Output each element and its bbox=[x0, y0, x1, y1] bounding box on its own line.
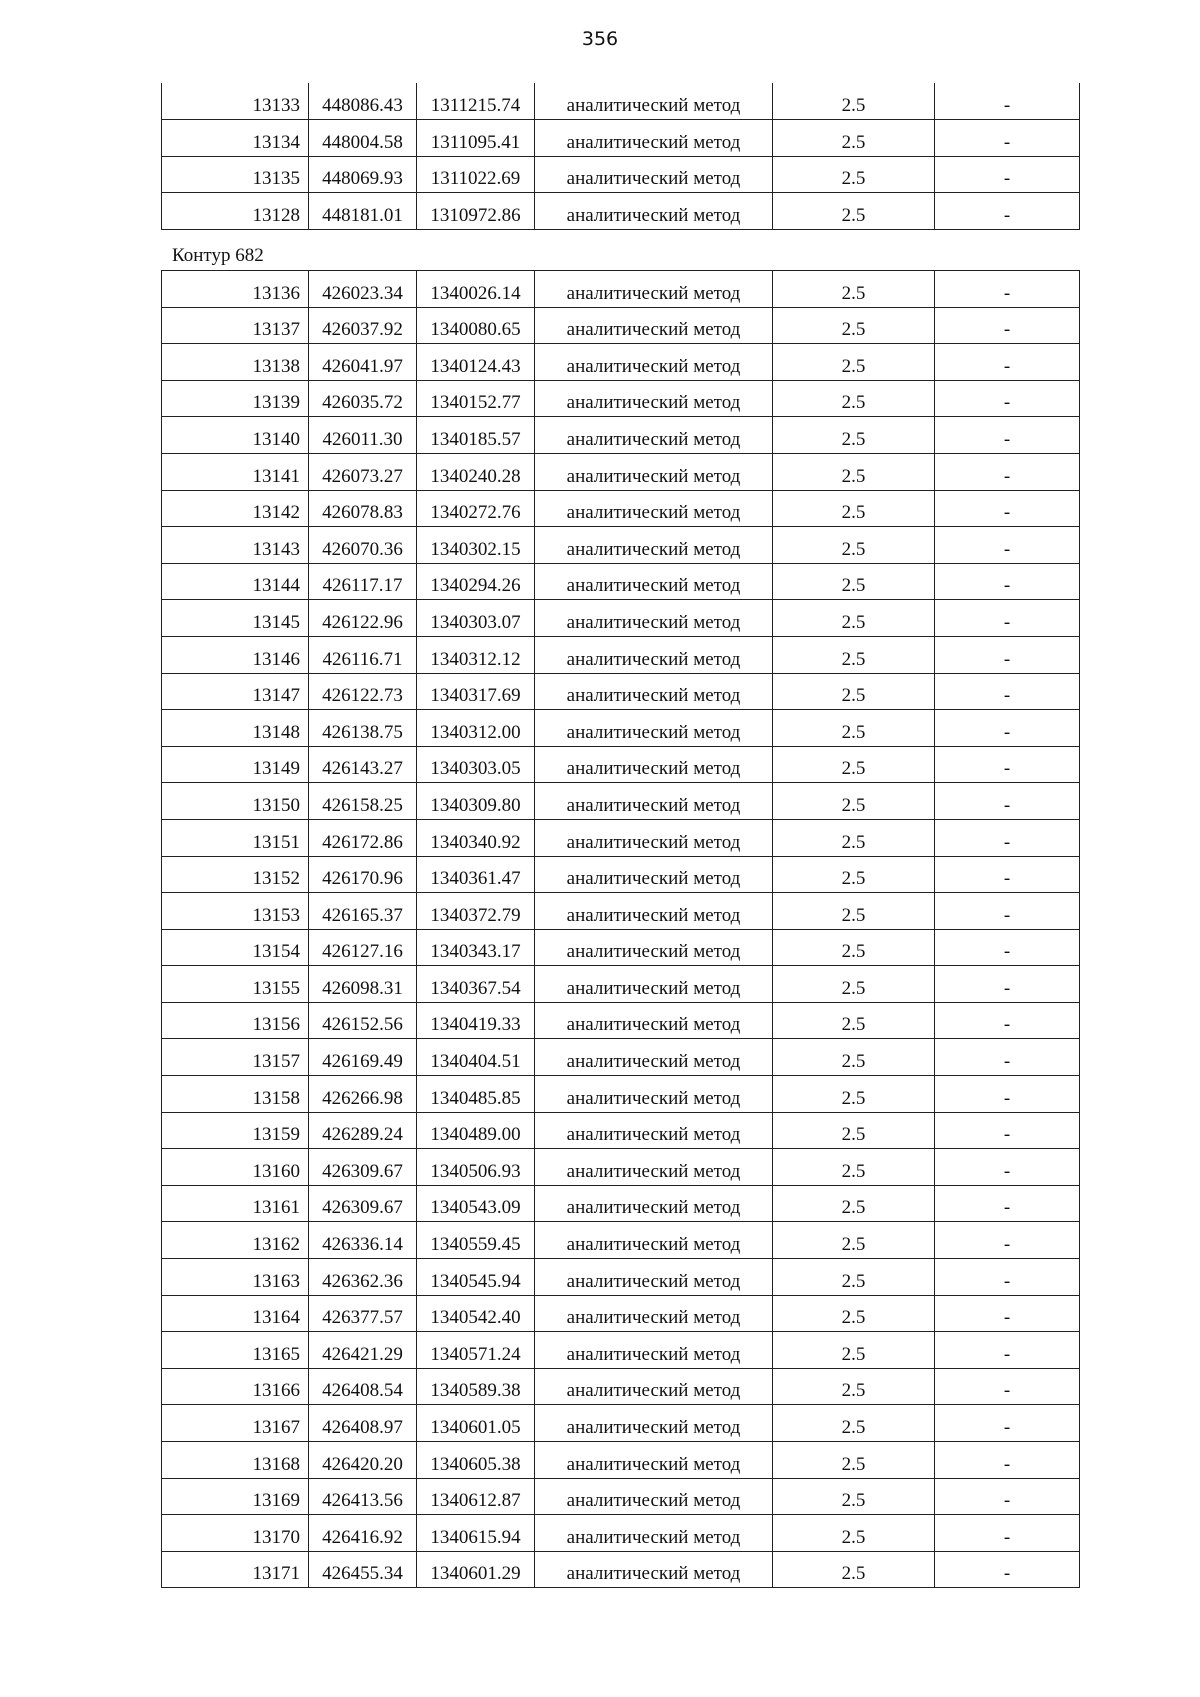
x-coordinate-cell: 448069.93 bbox=[309, 156, 417, 193]
y-coordinate-cell: 1340272.76 bbox=[417, 490, 535, 527]
note-cell: - bbox=[935, 563, 1080, 600]
accuracy-cell: 2.5 bbox=[773, 120, 935, 157]
y-coordinate-cell: 1340571.24 bbox=[417, 1332, 535, 1369]
accuracy-cell: 2.5 bbox=[773, 1185, 935, 1222]
table-row bbox=[162, 856, 1080, 893]
method-cell: аналитический метод bbox=[535, 856, 773, 893]
point-number-cell: 13141 bbox=[162, 453, 309, 490]
table-row bbox=[162, 673, 1080, 710]
note-cell: - bbox=[935, 1002, 1080, 1039]
point-number-cell: 13149 bbox=[162, 746, 309, 783]
method-cell: аналитический метод bbox=[535, 1332, 773, 1369]
note-cell: - bbox=[935, 271, 1080, 308]
table-row bbox=[162, 527, 1080, 564]
accuracy-cell: 2.5 bbox=[773, 746, 935, 783]
method-cell: аналитический метод bbox=[535, 600, 773, 637]
point-number-cell: 13147 bbox=[162, 673, 309, 710]
y-coordinate-cell: 1340026.14 bbox=[417, 271, 535, 308]
y-coordinate-cell: 1340601.29 bbox=[417, 1551, 535, 1588]
note-cell: - bbox=[935, 83, 1080, 120]
method-cell: аналитический метод bbox=[535, 1039, 773, 1076]
x-coordinate-cell: 426138.75 bbox=[309, 710, 417, 747]
point-number-cell: 13142 bbox=[162, 490, 309, 527]
x-coordinate-cell: 448086.43 bbox=[309, 83, 417, 120]
note-cell: - bbox=[935, 710, 1080, 747]
point-number-cell: 13134 bbox=[162, 120, 309, 157]
table-row bbox=[162, 1076, 1080, 1113]
y-coordinate-cell: 1340404.51 bbox=[417, 1039, 535, 1076]
accuracy-cell: 2.5 bbox=[773, 1039, 935, 1076]
contour-label: Контур 682 bbox=[172, 245, 264, 266]
point-number-cell: 13169 bbox=[162, 1478, 309, 1515]
accuracy-cell: 2.5 bbox=[773, 600, 935, 637]
x-coordinate-cell: 426023.34 bbox=[309, 271, 417, 308]
note-cell: - bbox=[935, 673, 1080, 710]
accuracy-cell: 2.5 bbox=[773, 453, 935, 490]
accuracy-cell: 2.5 bbox=[773, 929, 935, 966]
x-coordinate-cell: 448004.58 bbox=[309, 120, 417, 157]
table-row bbox=[162, 1259, 1080, 1296]
x-coordinate-cell: 426078.83 bbox=[309, 490, 417, 527]
table-row bbox=[162, 271, 1080, 308]
table-row bbox=[162, 1185, 1080, 1222]
x-coordinate-cell: 426408.97 bbox=[309, 1405, 417, 1442]
table-row bbox=[162, 1478, 1080, 1515]
table-row bbox=[162, 710, 1080, 747]
method-cell: аналитический метод bbox=[535, 746, 773, 783]
x-coordinate-cell: 426309.67 bbox=[309, 1185, 417, 1222]
accuracy-cell: 2.5 bbox=[773, 673, 935, 710]
point-number-cell: 13165 bbox=[162, 1332, 309, 1369]
note-cell: - bbox=[935, 1295, 1080, 1332]
accuracy-cell: 2.5 bbox=[773, 893, 935, 930]
note-cell: - bbox=[935, 1551, 1080, 1588]
note-cell: - bbox=[935, 490, 1080, 527]
point-number-cell: 13154 bbox=[162, 929, 309, 966]
point-number-cell: 13171 bbox=[162, 1551, 309, 1588]
note-cell: - bbox=[935, 856, 1080, 893]
y-coordinate-cell: 1340303.07 bbox=[417, 600, 535, 637]
accuracy-cell: 2.5 bbox=[773, 417, 935, 454]
y-coordinate-cell: 1340124.43 bbox=[417, 344, 535, 381]
note-cell: - bbox=[935, 1076, 1080, 1113]
accuracy-cell: 2.5 bbox=[773, 193, 935, 230]
table-row bbox=[162, 83, 1080, 120]
contour-coordinates-table bbox=[161, 270, 1080, 1588]
method-cell: аналитический метод bbox=[535, 1259, 773, 1296]
method-cell: аналитический метод bbox=[535, 929, 773, 966]
point-number-cell: 13135 bbox=[162, 156, 309, 193]
method-cell: аналитический метод bbox=[535, 1002, 773, 1039]
method-cell: аналитический метод bbox=[535, 193, 773, 230]
method-cell: аналитический метод bbox=[535, 490, 773, 527]
point-number-cell: 13155 bbox=[162, 966, 309, 1003]
point-number-cell: 13146 bbox=[162, 636, 309, 673]
method-cell: аналитический метод bbox=[535, 1478, 773, 1515]
table-row bbox=[162, 1551, 1080, 1588]
y-coordinate-cell: 1340317.69 bbox=[417, 673, 535, 710]
point-number-cell: 13163 bbox=[162, 1259, 309, 1296]
coordinates-table-continued bbox=[161, 83, 1080, 230]
table-row bbox=[162, 193, 1080, 230]
method-cell: аналитический метод bbox=[535, 527, 773, 564]
point-number-cell: 13168 bbox=[162, 1442, 309, 1479]
note-cell: - bbox=[935, 1222, 1080, 1259]
table-row bbox=[162, 746, 1080, 783]
table-row bbox=[162, 1442, 1080, 1479]
x-coordinate-cell: 426037.92 bbox=[309, 307, 417, 344]
x-coordinate-cell: 426309.67 bbox=[309, 1149, 417, 1186]
y-coordinate-cell: 1340343.17 bbox=[417, 929, 535, 966]
y-coordinate-cell: 1340080.65 bbox=[417, 307, 535, 344]
point-number-cell: 13161 bbox=[162, 1185, 309, 1222]
y-coordinate-cell: 1340612.87 bbox=[417, 1478, 535, 1515]
note-cell: - bbox=[935, 600, 1080, 637]
method-cell: аналитический метод bbox=[535, 453, 773, 490]
y-coordinate-cell: 1311095.41 bbox=[417, 120, 535, 157]
x-coordinate-cell: 426408.54 bbox=[309, 1368, 417, 1405]
y-coordinate-cell: 1340601.05 bbox=[417, 1405, 535, 1442]
accuracy-cell: 2.5 bbox=[773, 1551, 935, 1588]
note-cell: - bbox=[935, 1442, 1080, 1479]
note-cell: - bbox=[935, 819, 1080, 856]
x-coordinate-cell: 426377.57 bbox=[309, 1295, 417, 1332]
note-cell: - bbox=[935, 1039, 1080, 1076]
method-cell: аналитический метод bbox=[535, 1368, 773, 1405]
y-coordinate-cell: 1340605.38 bbox=[417, 1442, 535, 1479]
table-row bbox=[162, 344, 1080, 381]
table-row bbox=[162, 490, 1080, 527]
y-coordinate-cell: 1340303.05 bbox=[417, 746, 535, 783]
method-cell: аналитический метод bbox=[535, 1405, 773, 1442]
y-coordinate-cell: 1340419.33 bbox=[417, 1002, 535, 1039]
x-coordinate-cell: 426416.92 bbox=[309, 1515, 417, 1552]
y-coordinate-cell: 1311215.74 bbox=[417, 83, 535, 120]
y-coordinate-cell: 1340506.93 bbox=[417, 1149, 535, 1186]
method-cell: аналитический метод bbox=[535, 563, 773, 600]
note-cell: - bbox=[935, 1405, 1080, 1442]
point-number-cell: 13145 bbox=[162, 600, 309, 637]
accuracy-cell: 2.5 bbox=[773, 1076, 935, 1113]
point-number-cell: 13160 bbox=[162, 1149, 309, 1186]
accuracy-cell: 2.5 bbox=[773, 380, 935, 417]
y-coordinate-cell: 1340559.45 bbox=[417, 1222, 535, 1259]
accuracy-cell: 2.5 bbox=[773, 271, 935, 308]
note-cell: - bbox=[935, 783, 1080, 820]
table-row bbox=[162, 636, 1080, 673]
note-cell: - bbox=[935, 344, 1080, 381]
method-cell: аналитический метод bbox=[535, 1515, 773, 1552]
accuracy-cell: 2.5 bbox=[773, 1149, 935, 1186]
x-coordinate-cell: 426158.25 bbox=[309, 783, 417, 820]
x-coordinate-cell: 426172.86 bbox=[309, 819, 417, 856]
x-coordinate-cell: 426117.17 bbox=[309, 563, 417, 600]
accuracy-cell: 2.5 bbox=[773, 819, 935, 856]
method-cell: аналитический метод bbox=[535, 1149, 773, 1186]
method-cell: аналитический метод bbox=[535, 819, 773, 856]
note-cell: - bbox=[935, 1478, 1080, 1515]
accuracy-cell: 2.5 bbox=[773, 1405, 935, 1442]
table-row bbox=[162, 1112, 1080, 1149]
note-cell: - bbox=[935, 1259, 1080, 1296]
point-number-cell: 13139 bbox=[162, 380, 309, 417]
point-number-cell: 13152 bbox=[162, 856, 309, 893]
accuracy-cell: 2.5 bbox=[773, 344, 935, 381]
method-cell: аналитический метод bbox=[535, 307, 773, 344]
accuracy-cell: 2.5 bbox=[773, 83, 935, 120]
y-coordinate-cell: 1340340.92 bbox=[417, 819, 535, 856]
method-cell: аналитический метод bbox=[535, 1551, 773, 1588]
note-cell: - bbox=[935, 1149, 1080, 1186]
point-number-cell: 13170 bbox=[162, 1515, 309, 1552]
point-number-cell: 13137 bbox=[162, 307, 309, 344]
y-coordinate-cell: 1340309.80 bbox=[417, 783, 535, 820]
note-cell: - bbox=[935, 893, 1080, 930]
x-coordinate-cell: 426455.34 bbox=[309, 1551, 417, 1588]
y-coordinate-cell: 1340240.28 bbox=[417, 453, 535, 490]
table-row bbox=[162, 1039, 1080, 1076]
x-coordinate-cell: 426035.72 bbox=[309, 380, 417, 417]
note-cell: - bbox=[935, 380, 1080, 417]
table-row bbox=[162, 120, 1080, 157]
x-coordinate-cell: 426169.49 bbox=[309, 1039, 417, 1076]
method-cell: аналитический метод bbox=[535, 380, 773, 417]
accuracy-cell: 2.5 bbox=[773, 710, 935, 747]
x-coordinate-cell: 426011.30 bbox=[309, 417, 417, 454]
x-coordinate-cell: 426413.56 bbox=[309, 1478, 417, 1515]
note-cell: - bbox=[935, 1368, 1080, 1405]
x-coordinate-cell: 426152.56 bbox=[309, 1002, 417, 1039]
point-number-cell: 13136 bbox=[162, 271, 309, 308]
method-cell: аналитический метод bbox=[535, 120, 773, 157]
point-number-cell: 13156 bbox=[162, 1002, 309, 1039]
point-number-cell: 13148 bbox=[162, 710, 309, 747]
x-coordinate-cell: 426143.27 bbox=[309, 746, 417, 783]
x-coordinate-cell: 426041.97 bbox=[309, 344, 417, 381]
table-row bbox=[162, 966, 1080, 1003]
method-cell: аналитический метод bbox=[535, 156, 773, 193]
y-coordinate-cell: 1340615.94 bbox=[417, 1515, 535, 1552]
x-coordinate-cell: 426165.37 bbox=[309, 893, 417, 930]
accuracy-cell: 2.5 bbox=[773, 307, 935, 344]
accuracy-cell: 2.5 bbox=[773, 527, 935, 564]
note-cell: - bbox=[935, 453, 1080, 490]
y-coordinate-cell: 1340294.26 bbox=[417, 563, 535, 600]
x-coordinate-cell: 426116.71 bbox=[309, 636, 417, 673]
method-cell: аналитический метод bbox=[535, 1222, 773, 1259]
accuracy-cell: 2.5 bbox=[773, 1295, 935, 1332]
x-coordinate-cell: 426421.29 bbox=[309, 1332, 417, 1369]
accuracy-cell: 2.5 bbox=[773, 563, 935, 600]
point-number-cell: 13144 bbox=[162, 563, 309, 600]
x-coordinate-cell: 426170.96 bbox=[309, 856, 417, 893]
table-row bbox=[162, 417, 1080, 454]
method-cell: аналитический метод bbox=[535, 710, 773, 747]
accuracy-cell: 2.5 bbox=[773, 1259, 935, 1296]
method-cell: аналитический метод bbox=[535, 1076, 773, 1113]
accuracy-cell: 2.5 bbox=[773, 1222, 935, 1259]
accuracy-cell: 2.5 bbox=[773, 1442, 935, 1479]
table-row bbox=[162, 783, 1080, 820]
x-coordinate-cell: 426336.14 bbox=[309, 1222, 417, 1259]
y-coordinate-cell: 1340302.15 bbox=[417, 527, 535, 564]
accuracy-cell: 2.5 bbox=[773, 1478, 935, 1515]
note-cell: - bbox=[935, 417, 1080, 454]
y-coordinate-cell: 1310972.86 bbox=[417, 193, 535, 230]
table-row bbox=[162, 819, 1080, 856]
point-number-cell: 13153 bbox=[162, 893, 309, 930]
note-cell: - bbox=[935, 156, 1080, 193]
point-number-cell: 13159 bbox=[162, 1112, 309, 1149]
note-cell: - bbox=[935, 636, 1080, 673]
accuracy-cell: 2.5 bbox=[773, 1515, 935, 1552]
table-row bbox=[162, 1332, 1080, 1369]
y-coordinate-cell: 1340152.77 bbox=[417, 380, 535, 417]
table-row bbox=[162, 156, 1080, 193]
y-coordinate-cell: 1340361.47 bbox=[417, 856, 535, 893]
note-cell: - bbox=[935, 307, 1080, 344]
method-cell: аналитический метод bbox=[535, 893, 773, 930]
note-cell: - bbox=[935, 1515, 1080, 1552]
point-number-cell: 13157 bbox=[162, 1039, 309, 1076]
x-coordinate-cell: 426266.98 bbox=[309, 1076, 417, 1113]
y-coordinate-cell: 1340367.54 bbox=[417, 966, 535, 1003]
method-cell: аналитический метод bbox=[535, 1112, 773, 1149]
note-cell: - bbox=[935, 1112, 1080, 1149]
table-row bbox=[162, 1222, 1080, 1259]
note-cell: - bbox=[935, 120, 1080, 157]
accuracy-cell: 2.5 bbox=[773, 856, 935, 893]
point-number-cell: 13162 bbox=[162, 1222, 309, 1259]
table-row bbox=[162, 1405, 1080, 1442]
note-cell: - bbox=[935, 1185, 1080, 1222]
y-coordinate-cell: 1340589.38 bbox=[417, 1368, 535, 1405]
x-coordinate-cell: 426362.36 bbox=[309, 1259, 417, 1296]
x-coordinate-cell: 426098.31 bbox=[309, 966, 417, 1003]
table-row bbox=[162, 929, 1080, 966]
y-coordinate-cell: 1340545.94 bbox=[417, 1259, 535, 1296]
accuracy-cell: 2.5 bbox=[773, 1002, 935, 1039]
point-number-cell: 13140 bbox=[162, 417, 309, 454]
method-cell: аналитический метод bbox=[535, 966, 773, 1003]
note-cell: - bbox=[935, 527, 1080, 564]
table-row bbox=[162, 893, 1080, 930]
point-number-cell: 13133 bbox=[162, 83, 309, 120]
method-cell: аналитический метод bbox=[535, 83, 773, 120]
method-cell: аналитический метод bbox=[535, 1295, 773, 1332]
y-coordinate-cell: 1340485.85 bbox=[417, 1076, 535, 1113]
accuracy-cell: 2.5 bbox=[773, 783, 935, 820]
x-coordinate-cell: 426289.24 bbox=[309, 1112, 417, 1149]
table-row bbox=[162, 1368, 1080, 1405]
table-row bbox=[162, 1149, 1080, 1186]
note-cell: - bbox=[935, 746, 1080, 783]
accuracy-cell: 2.5 bbox=[773, 636, 935, 673]
y-coordinate-cell: 1340185.57 bbox=[417, 417, 535, 454]
y-coordinate-cell: 1340372.79 bbox=[417, 893, 535, 930]
x-coordinate-cell: 448181.01 bbox=[309, 193, 417, 230]
point-number-cell: 13128 bbox=[162, 193, 309, 230]
x-coordinate-cell: 426070.36 bbox=[309, 527, 417, 564]
x-coordinate-cell: 426073.27 bbox=[309, 453, 417, 490]
accuracy-cell: 2.5 bbox=[773, 1332, 935, 1369]
accuracy-cell: 2.5 bbox=[773, 966, 935, 1003]
point-number-cell: 13167 bbox=[162, 1405, 309, 1442]
x-coordinate-cell: 426122.96 bbox=[309, 600, 417, 637]
point-number-cell: 13151 bbox=[162, 819, 309, 856]
method-cell: аналитический метод bbox=[535, 417, 773, 454]
note-cell: - bbox=[935, 1332, 1080, 1369]
method-cell: аналитический метод bbox=[535, 271, 773, 308]
table-row bbox=[162, 1295, 1080, 1332]
method-cell: аналитический метод bbox=[535, 1185, 773, 1222]
y-coordinate-cell: 1340542.40 bbox=[417, 1295, 535, 1332]
note-cell: - bbox=[935, 193, 1080, 230]
note-cell: - bbox=[935, 966, 1080, 1003]
accuracy-cell: 2.5 bbox=[773, 156, 935, 193]
x-coordinate-cell: 426420.20 bbox=[309, 1442, 417, 1479]
table-row bbox=[162, 563, 1080, 600]
point-number-cell: 13150 bbox=[162, 783, 309, 820]
method-cell: аналитический метод bbox=[535, 673, 773, 710]
note-cell: - bbox=[935, 929, 1080, 966]
accuracy-cell: 2.5 bbox=[773, 490, 935, 527]
point-number-cell: 13166 bbox=[162, 1368, 309, 1405]
table-row bbox=[162, 453, 1080, 490]
point-number-cell: 13143 bbox=[162, 527, 309, 564]
x-coordinate-cell: 426122.73 bbox=[309, 673, 417, 710]
y-coordinate-cell: 1340543.09 bbox=[417, 1185, 535, 1222]
table-row bbox=[162, 307, 1080, 344]
y-coordinate-cell: 1340312.12 bbox=[417, 636, 535, 673]
accuracy-cell: 2.5 bbox=[773, 1112, 935, 1149]
y-coordinate-cell: 1340312.00 bbox=[417, 710, 535, 747]
method-cell: аналитический метод bbox=[535, 344, 773, 381]
y-coordinate-cell: 1340489.00 bbox=[417, 1112, 535, 1149]
point-number-cell: 13158 bbox=[162, 1076, 309, 1113]
method-cell: аналитический метод bbox=[535, 1442, 773, 1479]
table-row bbox=[162, 1515, 1080, 1552]
page-number: 356 bbox=[581, 28, 619, 50]
method-cell: аналитический метод bbox=[535, 783, 773, 820]
method-cell: аналитический метод bbox=[535, 636, 773, 673]
point-number-cell: 13138 bbox=[162, 344, 309, 381]
point-number-cell: 13164 bbox=[162, 1295, 309, 1332]
table-row bbox=[162, 1002, 1080, 1039]
y-coordinate-cell: 1311022.69 bbox=[417, 156, 535, 193]
table-row bbox=[162, 380, 1080, 417]
accuracy-cell: 2.5 bbox=[773, 1368, 935, 1405]
x-coordinate-cell: 426127.16 bbox=[309, 929, 417, 966]
table-row bbox=[162, 600, 1080, 637]
